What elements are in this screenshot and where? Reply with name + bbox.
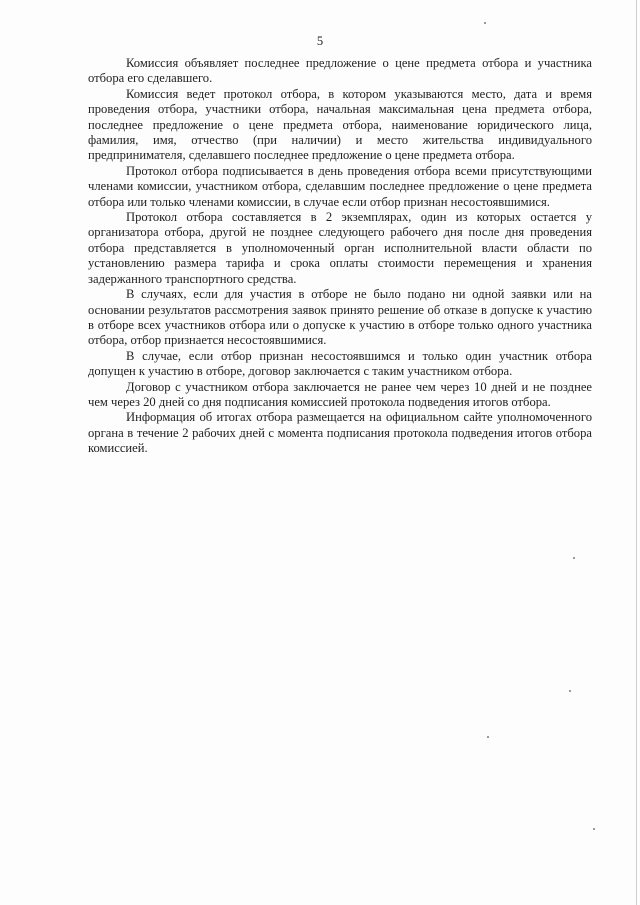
document-body bbox=[88, 56, 592, 457]
paragraph-6: В случае, если отбор признан несостоявшимся и только один участник отбора допущен к участию в отборе, договор заключается с таким участником отбора. bbox=[88, 348, 592, 379]
scan-speck bbox=[569, 690, 571, 692]
paragraph-2: Комиссия ведет протокол отбора, в котором указываются место, дата и время проведения отбора, участники отбора, начальная максимальная цена предмета отбора, последнее предложение о цене предмета отбора, наименование юридического лица, фамилия, имя, отчество (при наличии) и место жительства индивидуального предпринимателя, сделавшего последнее предложение о цене предмета отбора. bbox=[88, 86, 592, 163]
paragraph-3: Протокол отбора подписывается в день проведения отбора всеми присутствующими членами комиссии, участником отбора, сделавшим последнее предложение о цене предмета отбора или только членами комиссии, в случае если отбор признан несостоявшимися. bbox=[88, 163, 592, 209]
scan-speck bbox=[484, 22, 486, 24]
paragraph-5: В случаях, если для участия в отборе не было подано ни одной заявки или на основании результатов рассмотрения заявок принято решение об отказе в допуске к участию в отборе всех участников отбора или о допуске к участию в отборе только одного участника отбора, отбор признается несостоявшимися. bbox=[88, 287, 592, 348]
paragraph-7: Договор с участником отбора заключается не ранее чем через 10 дней и не позднее чем через 20 дней со дня подписания комиссией протокола подведения итогов отбора. bbox=[88, 379, 592, 409]
scan-edge bbox=[636, 0, 637, 905]
scan-speck bbox=[487, 736, 489, 738]
paragraph-4: Протокол отбора составляется в 2 экземплярах, один из которых остается у организатора отбора, другой не позднее следующего рабочего дня после дня проведения отбора представляется в уполномоченный орган исполнительной власти области по установлению размера тарифа и срока оплаты стоимости перемещения и хранения задержанного транспортного средства. bbox=[88, 210, 592, 286]
paragraph-8: Информация об итогах отбора размещается на официальном сайте уполномоченного органа в течение 2 рабочих дней с момента подписания протокола подведения итогов отбора комиссией. bbox=[88, 410, 592, 456]
page-number: 5 bbox=[316, 34, 324, 48]
scan-speck bbox=[573, 557, 575, 559]
paragraph-1: Комиссия объявляет последнее предложение о цене предмета отбора и участника отбора его сделавшего. bbox=[88, 56, 592, 86]
scan-speck bbox=[593, 828, 595, 830]
